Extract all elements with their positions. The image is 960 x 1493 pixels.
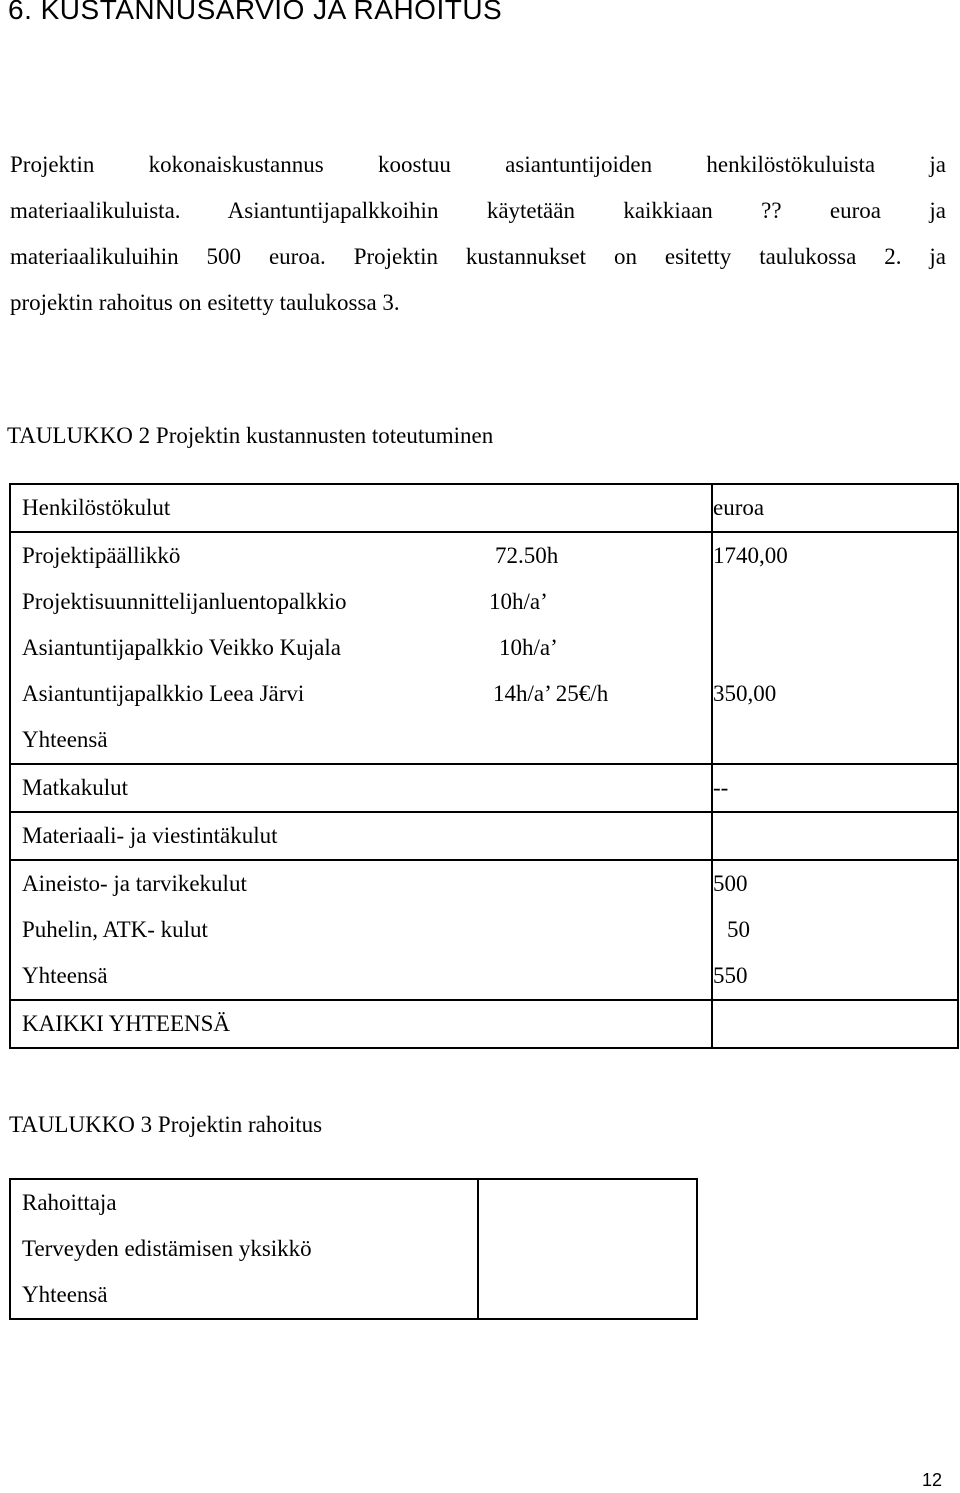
cost-line bbox=[11, 671, 711, 717]
table-row bbox=[10, 1000, 958, 1048]
grand-total-label: KAIKKI YHTEENSÄ bbox=[22, 1011, 231, 1036]
table-cell bbox=[712, 532, 958, 764]
table3-caption: TAULUKKO 3 Projektin rahoitus bbox=[9, 1112, 323, 1137]
table-cell bbox=[10, 532, 712, 764]
cost-line-label: Yhteensä bbox=[22, 727, 108, 752]
personnel-header-label: Henkilöstökulut bbox=[22, 495, 171, 520]
travel-label: Matkakulut bbox=[22, 775, 129, 800]
table-cell bbox=[10, 1179, 478, 1319]
intro-paragraph bbox=[10, 142, 946, 326]
table-cell bbox=[478, 1179, 697, 1319]
material-amount: 550 bbox=[713, 963, 748, 988]
table-row bbox=[10, 484, 958, 532]
table2-caption: TAULUKKO 2 Projektin kustannusten toteutuminen bbox=[7, 423, 494, 448]
cost-line-hours: 10h/a’ bbox=[499, 635, 558, 660]
cost-line-label: Asiantuntijapalkkio Veikko Kujala bbox=[22, 635, 341, 660]
cost-line-label: Projektipäällikkö bbox=[22, 543, 181, 568]
intro-line: materiaalikuluista. Asiantuntijapalkkoihin käytetään kaikkiaan ?? euroa ja bbox=[10, 198, 946, 223]
intro-line: Projektin kokonaiskustannus koostuu asiantuntijoiden henkilöstökuluista ja bbox=[10, 152, 946, 177]
table-cell bbox=[712, 1000, 958, 1048]
cost-amount bbox=[713, 625, 957, 671]
travel-amount: -- bbox=[713, 775, 729, 800]
materials-header-amount bbox=[713, 813, 957, 859]
cost-line bbox=[11, 579, 711, 625]
cost-line-hours: 10h/a’ bbox=[489, 589, 548, 614]
materials-header-label: Materiaali- ja viestintäkulut bbox=[22, 823, 278, 848]
table-cell bbox=[712, 484, 958, 532]
cost-amount bbox=[713, 717, 957, 763]
cost-line bbox=[11, 625, 711, 671]
funder-line: Rahoittaja bbox=[22, 1190, 117, 1215]
table-cell bbox=[10, 860, 712, 1000]
material-line-label: Puhelin, ATK- kulut bbox=[22, 917, 208, 942]
cost-line bbox=[11, 533, 711, 579]
table-row bbox=[10, 812, 958, 860]
cost-amount: 1740,00 bbox=[713, 543, 788, 568]
cost-amount bbox=[713, 579, 957, 625]
intro-line: materiaalikuluihin 500 euroa. Projektin kustannukset on esitetty taulukossa 2. ja bbox=[10, 244, 946, 269]
cost-line bbox=[11, 717, 711, 763]
funding-table bbox=[9, 1178, 698, 1320]
grand-total-amount bbox=[713, 1001, 957, 1047]
table-row bbox=[10, 532, 958, 764]
cost-line-label: Projektisuunnittelijanluentopalkkio bbox=[22, 589, 347, 614]
table-cell bbox=[712, 764, 958, 812]
cost-line-hours: 14h/a’ 25€/h bbox=[493, 681, 609, 706]
table-cell bbox=[10, 484, 712, 532]
cost-table bbox=[9, 483, 959, 1049]
material-amount: 50 bbox=[727, 917, 750, 942]
table-cell bbox=[10, 764, 712, 812]
table-row bbox=[10, 764, 958, 812]
cost-line-hours: 72.50h bbox=[495, 543, 559, 568]
unit-label: euroa bbox=[713, 495, 765, 520]
material-amount: 500 bbox=[713, 871, 748, 896]
table-row bbox=[10, 1179, 697, 1319]
table-row bbox=[10, 860, 958, 1000]
page-number: 12 bbox=[922, 1470, 943, 1490]
table-cell bbox=[712, 812, 958, 860]
table-cell bbox=[10, 1000, 712, 1048]
material-line-label: Aineisto- ja tarvikekulut bbox=[22, 871, 247, 896]
funder-line: Yhteensä bbox=[22, 1282, 108, 1307]
section-heading: 6. KUSTANNUSARVIO JA RAHOITUS bbox=[8, 0, 503, 25]
funder-line: Terveyden edistämisen yksikkö bbox=[22, 1236, 312, 1261]
material-line-label: Yhteensä bbox=[22, 963, 108, 988]
cost-amount: 350,00 bbox=[713, 681, 777, 706]
table-cell bbox=[712, 860, 958, 1000]
intro-line: projektin rahoitus on esitetty taulukossa 3. bbox=[10, 290, 400, 315]
cost-line-label: Asiantuntijapalkkio Leea Järvi bbox=[22, 681, 305, 706]
table-cell bbox=[10, 812, 712, 860]
